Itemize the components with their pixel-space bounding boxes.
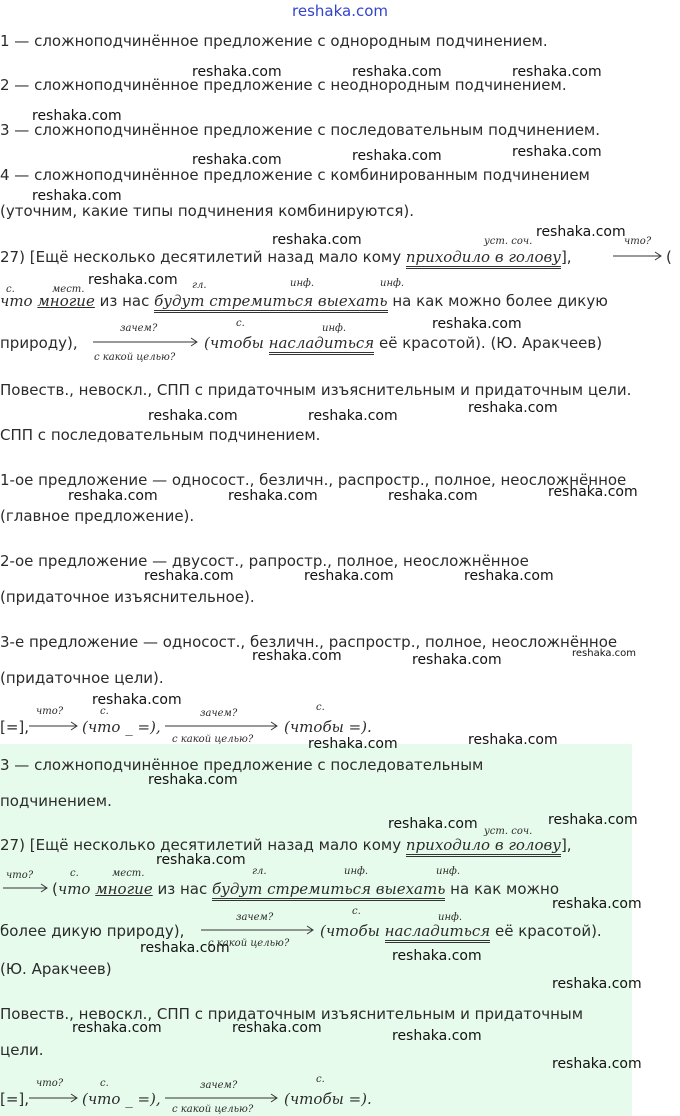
- watermark: reshaka.com: [548, 484, 638, 500]
- scheme-start: [=],: [0, 1090, 30, 1108]
- arrow-icon: [164, 718, 280, 732]
- watermark: reshaka.com: [552, 976, 642, 992]
- answer-heading: 3 — сложноподчинённое предложение с последовательным: [0, 756, 484, 774]
- arrow-icon: [200, 922, 316, 936]
- mark-zachem: зачем?: [200, 1080, 238, 1091]
- part-2: 2-ое предложение — двусост., рапростр., полное, неосложнённое: [0, 552, 529, 570]
- answer-heading: подчинением.: [0, 792, 112, 810]
- predicate: насладиться: [385, 922, 491, 943]
- watermark: reshaka.com: [468, 732, 558, 748]
- predicate: будут стремиться выехать: [212, 880, 445, 901]
- conjunction: (чтобы: [320, 922, 380, 940]
- analysis-line: Повеств., невоскл., СПП с придаточным изъяснительным и придаточным цели.: [0, 381, 632, 399]
- arrow-icon: [28, 1090, 80, 1104]
- type-4: 4 — сложноподчинённое предложение с комбинированным подчинением: [0, 166, 590, 184]
- scheme-clause: (чтобы =).: [284, 718, 372, 736]
- watermark: reshaka.com: [232, 1020, 322, 1036]
- watermark: reshaka.com: [552, 896, 642, 912]
- predicate: приходило в голову: [406, 836, 561, 857]
- sentence-line-1: [0, 248, 572, 266]
- watermark: reshaka.com: [32, 188, 122, 204]
- type-3: 3 — сложноподчинённое предложение с последовательным подчинением.: [0, 121, 601, 139]
- watermark: reshaka.com: [388, 816, 478, 832]
- mark-inf: инф.: [436, 866, 461, 877]
- type-2: 2 — сложноподчинённое предложение с неоднородным подчинением.: [0, 76, 567, 94]
- watermark: reshaka.com: [552, 1056, 642, 1072]
- sentence-line-2: [0, 292, 608, 310]
- conjunction: что: [0, 292, 33, 310]
- mark-gl: гл.: [192, 280, 207, 291]
- text: на как можно более дикую: [392, 292, 608, 310]
- mark-inf: инф.: [290, 278, 315, 289]
- paren-open: (: [666, 248, 672, 266]
- part-2-note: (придаточное изъяснительное).: [0, 588, 255, 606]
- sentence-line-3b: [204, 334, 602, 352]
- watermark: reshaka.com: [308, 408, 398, 424]
- watermark: reshaka.com: [572, 648, 636, 659]
- scheme-clause: (что _ =),: [82, 1090, 161, 1108]
- text: из нас: [99, 292, 150, 310]
- arrow-icon: [28, 718, 80, 732]
- mark-ust-soch: уст. соч.: [484, 236, 533, 247]
- watermark: reshaka.com: [412, 652, 502, 668]
- watermark: reshaka.com: [388, 488, 478, 504]
- watermark: reshaka.com: [536, 224, 626, 240]
- mark-s-kakoy: с какой целью?: [94, 352, 176, 363]
- author: (Ю. Аракчеев): [0, 960, 112, 978]
- watermark: reshaka.com: [352, 64, 442, 80]
- analysis-line: Повеств., невоскл., СПП с придаточным изъяснительным и придаточным: [0, 1005, 584, 1023]
- sentence-number: 27): [0, 248, 25, 266]
- bracket-close: ],: [560, 248, 572, 266]
- watermark: reshaka.com: [140, 940, 230, 956]
- sentence-line-3: [0, 334, 78, 352]
- sentence-number: 27): [0, 836, 25, 854]
- watermark: reshaka.com: [352, 148, 442, 164]
- watermark: reshaka.com: [192, 152, 282, 168]
- watermark: reshaka.com: [228, 488, 318, 504]
- mark-s-kakoy: с какой целью?: [172, 1104, 254, 1115]
- mark-inf: инф.: [438, 912, 463, 923]
- scheme-clause: (чтобы =).: [284, 1090, 372, 1108]
- watermark: reshaka.com: [308, 736, 398, 752]
- part-3: 3-е предложение — односост., безличн., распростр., полное, неосложнённое: [0, 633, 618, 651]
- watermark: reshaka.com: [68, 488, 158, 504]
- conjunction: (чтобы: [204, 334, 264, 352]
- watermark: reshaka.com: [148, 408, 238, 424]
- type-4-note: (уточним, какие типы подчинения комбинируются).: [0, 202, 414, 220]
- mark-chto: что?: [36, 706, 64, 717]
- mark-s: с.: [6, 284, 15, 295]
- watermark: reshaka.com: [392, 1028, 482, 1044]
- mark-zachem: зачем?: [236, 912, 274, 923]
- watermark: reshaka.com: [304, 568, 394, 584]
- arrow-icon: [2, 880, 50, 894]
- watermark: reshaka.com: [192, 64, 282, 80]
- mark-mest: мест.: [52, 284, 85, 295]
- scheme-start: [=],: [0, 718, 30, 736]
- mark-s: с.: [236, 318, 245, 329]
- watermark: reshaka.com: [468, 400, 558, 416]
- scheme-clause: (что _ =),: [82, 718, 161, 736]
- text: её красотой).: [494, 922, 602, 940]
- text: из нас: [157, 880, 208, 898]
- mark-zachem: зачем?: [200, 708, 238, 719]
- part-1-note: (главное предложение).: [0, 507, 195, 525]
- mark-mest: мест.: [112, 868, 145, 879]
- conjunction: что: [57, 880, 91, 898]
- watermark: reshaka.com: [156, 852, 246, 868]
- watermark: reshaka.com: [72, 1020, 162, 1036]
- mark-s: с.: [100, 706, 109, 717]
- analysis-line: СПП с последовательным подчинением.: [0, 426, 321, 444]
- subject: многие: [95, 880, 153, 898]
- predicate: приходило в голову: [406, 248, 561, 269]
- watermark: reshaka.com: [92, 692, 182, 708]
- mark-s: с.: [70, 868, 79, 879]
- watermark: reshaka.com: [148, 772, 238, 788]
- predicate: насладиться: [269, 334, 375, 355]
- mark-chto: что?: [6, 870, 34, 881]
- mark-gl: гл.: [252, 866, 267, 877]
- predicate: будут стремиться выехать: [154, 292, 387, 313]
- watermark: reshaka.com: [432, 316, 522, 332]
- text: природу),: [0, 334, 78, 352]
- sentence-line-3b: [320, 922, 602, 940]
- site-title[interactable]: reshaka.com: [292, 2, 388, 20]
- type-1: 1 — сложноподчинённое предложение с однородным подчинением.: [0, 32, 548, 50]
- watermark: reshaka.com: [464, 568, 554, 584]
- part-3-note: (придаточное цели).: [0, 669, 164, 687]
- mark-s-kakoy: с какой целью?: [208, 938, 290, 949]
- watermark: reshaka.com: [88, 272, 178, 288]
- watermark: reshaka.com: [392, 948, 482, 964]
- watermark: reshaka.com: [32, 108, 122, 124]
- watermark: reshaka.com: [272, 232, 362, 248]
- watermark: reshaka.com: [548, 812, 638, 828]
- part-1: 1-ое предложение — односост., безличн., распростр., полное, неосложнённое: [0, 471, 627, 489]
- analysis-line: цели.: [0, 1041, 44, 1059]
- watermark: reshaka.com: [252, 648, 342, 664]
- mark-inf: инф.: [322, 323, 347, 334]
- text: на как можно: [450, 880, 560, 898]
- arrow-icon: [92, 334, 200, 348]
- mark-chto: что?: [36, 1078, 64, 1089]
- sentence-line-1: [0, 836, 572, 854]
- sentence-line-2: [52, 880, 559, 898]
- main-clause: [Ещё несколько десятилетий назад мало кому: [29, 836, 402, 854]
- mark-s: с.: [316, 1074, 325, 1085]
- mark-s-kakoy: с какой целью?: [172, 734, 254, 745]
- sentence-line-3: более дикую природу),: [0, 922, 185, 940]
- paren-open: (: [52, 880, 58, 898]
- main-clause: [Ещё несколько десятилетий назад мало кому: [29, 248, 402, 266]
- text: её красотой). (Ю. Аракчеев): [378, 334, 603, 352]
- mark-s: с.: [352, 906, 361, 917]
- bracket-close: ],: [560, 836, 572, 854]
- watermark: reshaka.com: [512, 144, 602, 160]
- watermark: reshaka.com: [512, 64, 602, 80]
- mark-zachem: зачем?: [120, 323, 158, 334]
- watermark: reshaka.com: [144, 568, 234, 584]
- arrow-icon: [164, 1090, 280, 1104]
- mark-ust-soch: уст. соч.: [484, 826, 533, 837]
- mark-inf: инф.: [344, 866, 369, 877]
- mark-s: с.: [316, 702, 325, 713]
- subject: многие: [37, 292, 95, 310]
- mark-s: с.: [100, 1078, 109, 1089]
- mark-inf: инф.: [380, 278, 405, 289]
- arrow-icon: [612, 248, 664, 262]
- mark-chto: что?: [624, 236, 652, 247]
